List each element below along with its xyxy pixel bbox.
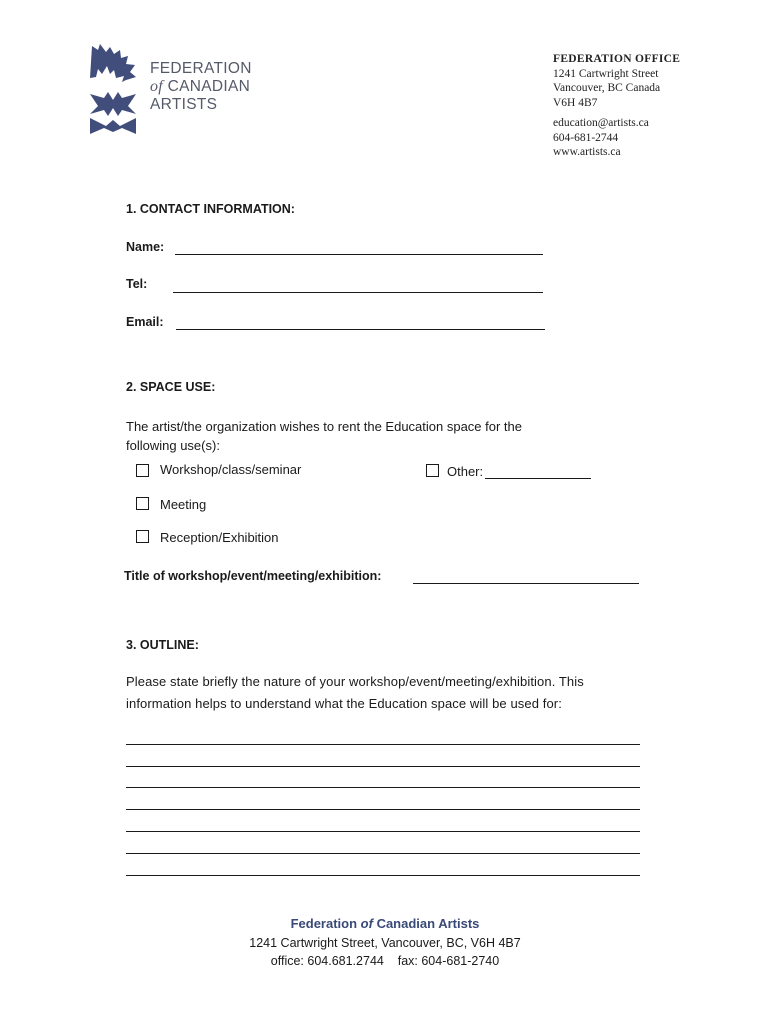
- office-info: [553, 52, 680, 160]
- office-heading: FEDERATION OFFICE: [553, 53, 681, 65]
- footer-organization-name: [0, 916, 770, 931]
- office-phone: 604-681-2744: [553, 131, 619, 144]
- office-city: Vancouver, BC Canada: [553, 82, 661, 94]
- outline-instructions: [126, 671, 642, 715]
- space-use-intro: [126, 417, 522, 455]
- tel-field[interactable]: [173, 292, 543, 293]
- name-label: Name:: [126, 240, 165, 254]
- office-email[interactable]: education@artists.ca: [553, 117, 649, 129]
- other-field[interactable]: [485, 478, 591, 479]
- section-contact-title: 1. CONTACT INFORMATION:: [126, 202, 295, 216]
- office-postal: V6H 4B7: [553, 96, 598, 109]
- outline-line-5[interactable]: [126, 831, 640, 832]
- event-title-label: Title of workshop/event/meeting/exhibition:: [124, 569, 382, 583]
- section-outline-title: 3. OUTLINE:: [126, 638, 199, 652]
- workshop-checkbox[interactable]: [136, 464, 149, 477]
- outline-line-6[interactable]: [126, 853, 640, 854]
- outline-line-7[interactable]: [126, 875, 640, 876]
- workshop-label: Workshop/class/seminar: [160, 462, 302, 477]
- name-field[interactable]: [175, 254, 543, 255]
- outline-instructions-line-2: information helps to understand what the Education space will be used for:: [126, 696, 562, 711]
- footer-phones: office: 604.681.2744 fax: 604-681-2740: [270, 954, 500, 968]
- reception-checkbox[interactable]: [136, 530, 149, 543]
- email-label: Email:: [126, 315, 164, 329]
- federation-logo-mark: [88, 44, 138, 136]
- maple-leaf-icon: [88, 44, 138, 136]
- outline-line-2[interactable]: [126, 766, 640, 767]
- footer-name-part-2: Canadian Artists: [372, 916, 480, 931]
- outline-instructions-line-1: Please state briefly the nature of your workshop/event/meeting/exhibition. This: [126, 674, 584, 689]
- footer-name-part-1: Federation: [290, 916, 361, 931]
- office-street: 1241 Cartwright Street: [553, 67, 659, 80]
- logo-line-1: FEDERATION: [150, 60, 252, 77]
- logo-canadian: CANADIAN: [167, 78, 251, 95]
- reception-label: Reception/Exhibition: [160, 530, 279, 545]
- logo-line-3: ARTISTS: [150, 96, 218, 113]
- logo-of: of: [150, 78, 164, 95]
- other-checkbox[interactable]: [426, 464, 439, 477]
- office-website[interactable]: www.artists.ca: [553, 146, 621, 158]
- outline-line-3[interactable]: [126, 787, 640, 788]
- event-title-field[interactable]: [413, 583, 639, 584]
- meeting-label: Meeting: [160, 497, 207, 512]
- tel-label: Tel:: [126, 277, 148, 291]
- space-use-intro-line-2: following use(s):: [126, 438, 220, 453]
- email-field[interactable]: [176, 329, 545, 330]
- federation-logo-text: [150, 60, 252, 114]
- space-use-intro-line-1: The artist/the organization wishes to rent the Education space for the: [126, 419, 523, 434]
- logo-line-2: [150, 78, 252, 96]
- outline-line-4[interactable]: [126, 809, 640, 810]
- footer-address: 1241 Cartwright Street, Vancouver, BC, V6H 4B7: [249, 936, 521, 950]
- other-label: Other:: [447, 464, 484, 479]
- footer-name-of: of: [360, 916, 373, 931]
- meeting-checkbox[interactable]: [136, 497, 149, 510]
- outline-line-1[interactable]: [126, 744, 640, 745]
- section-space-use-title: 2. SPACE USE:: [126, 380, 216, 394]
